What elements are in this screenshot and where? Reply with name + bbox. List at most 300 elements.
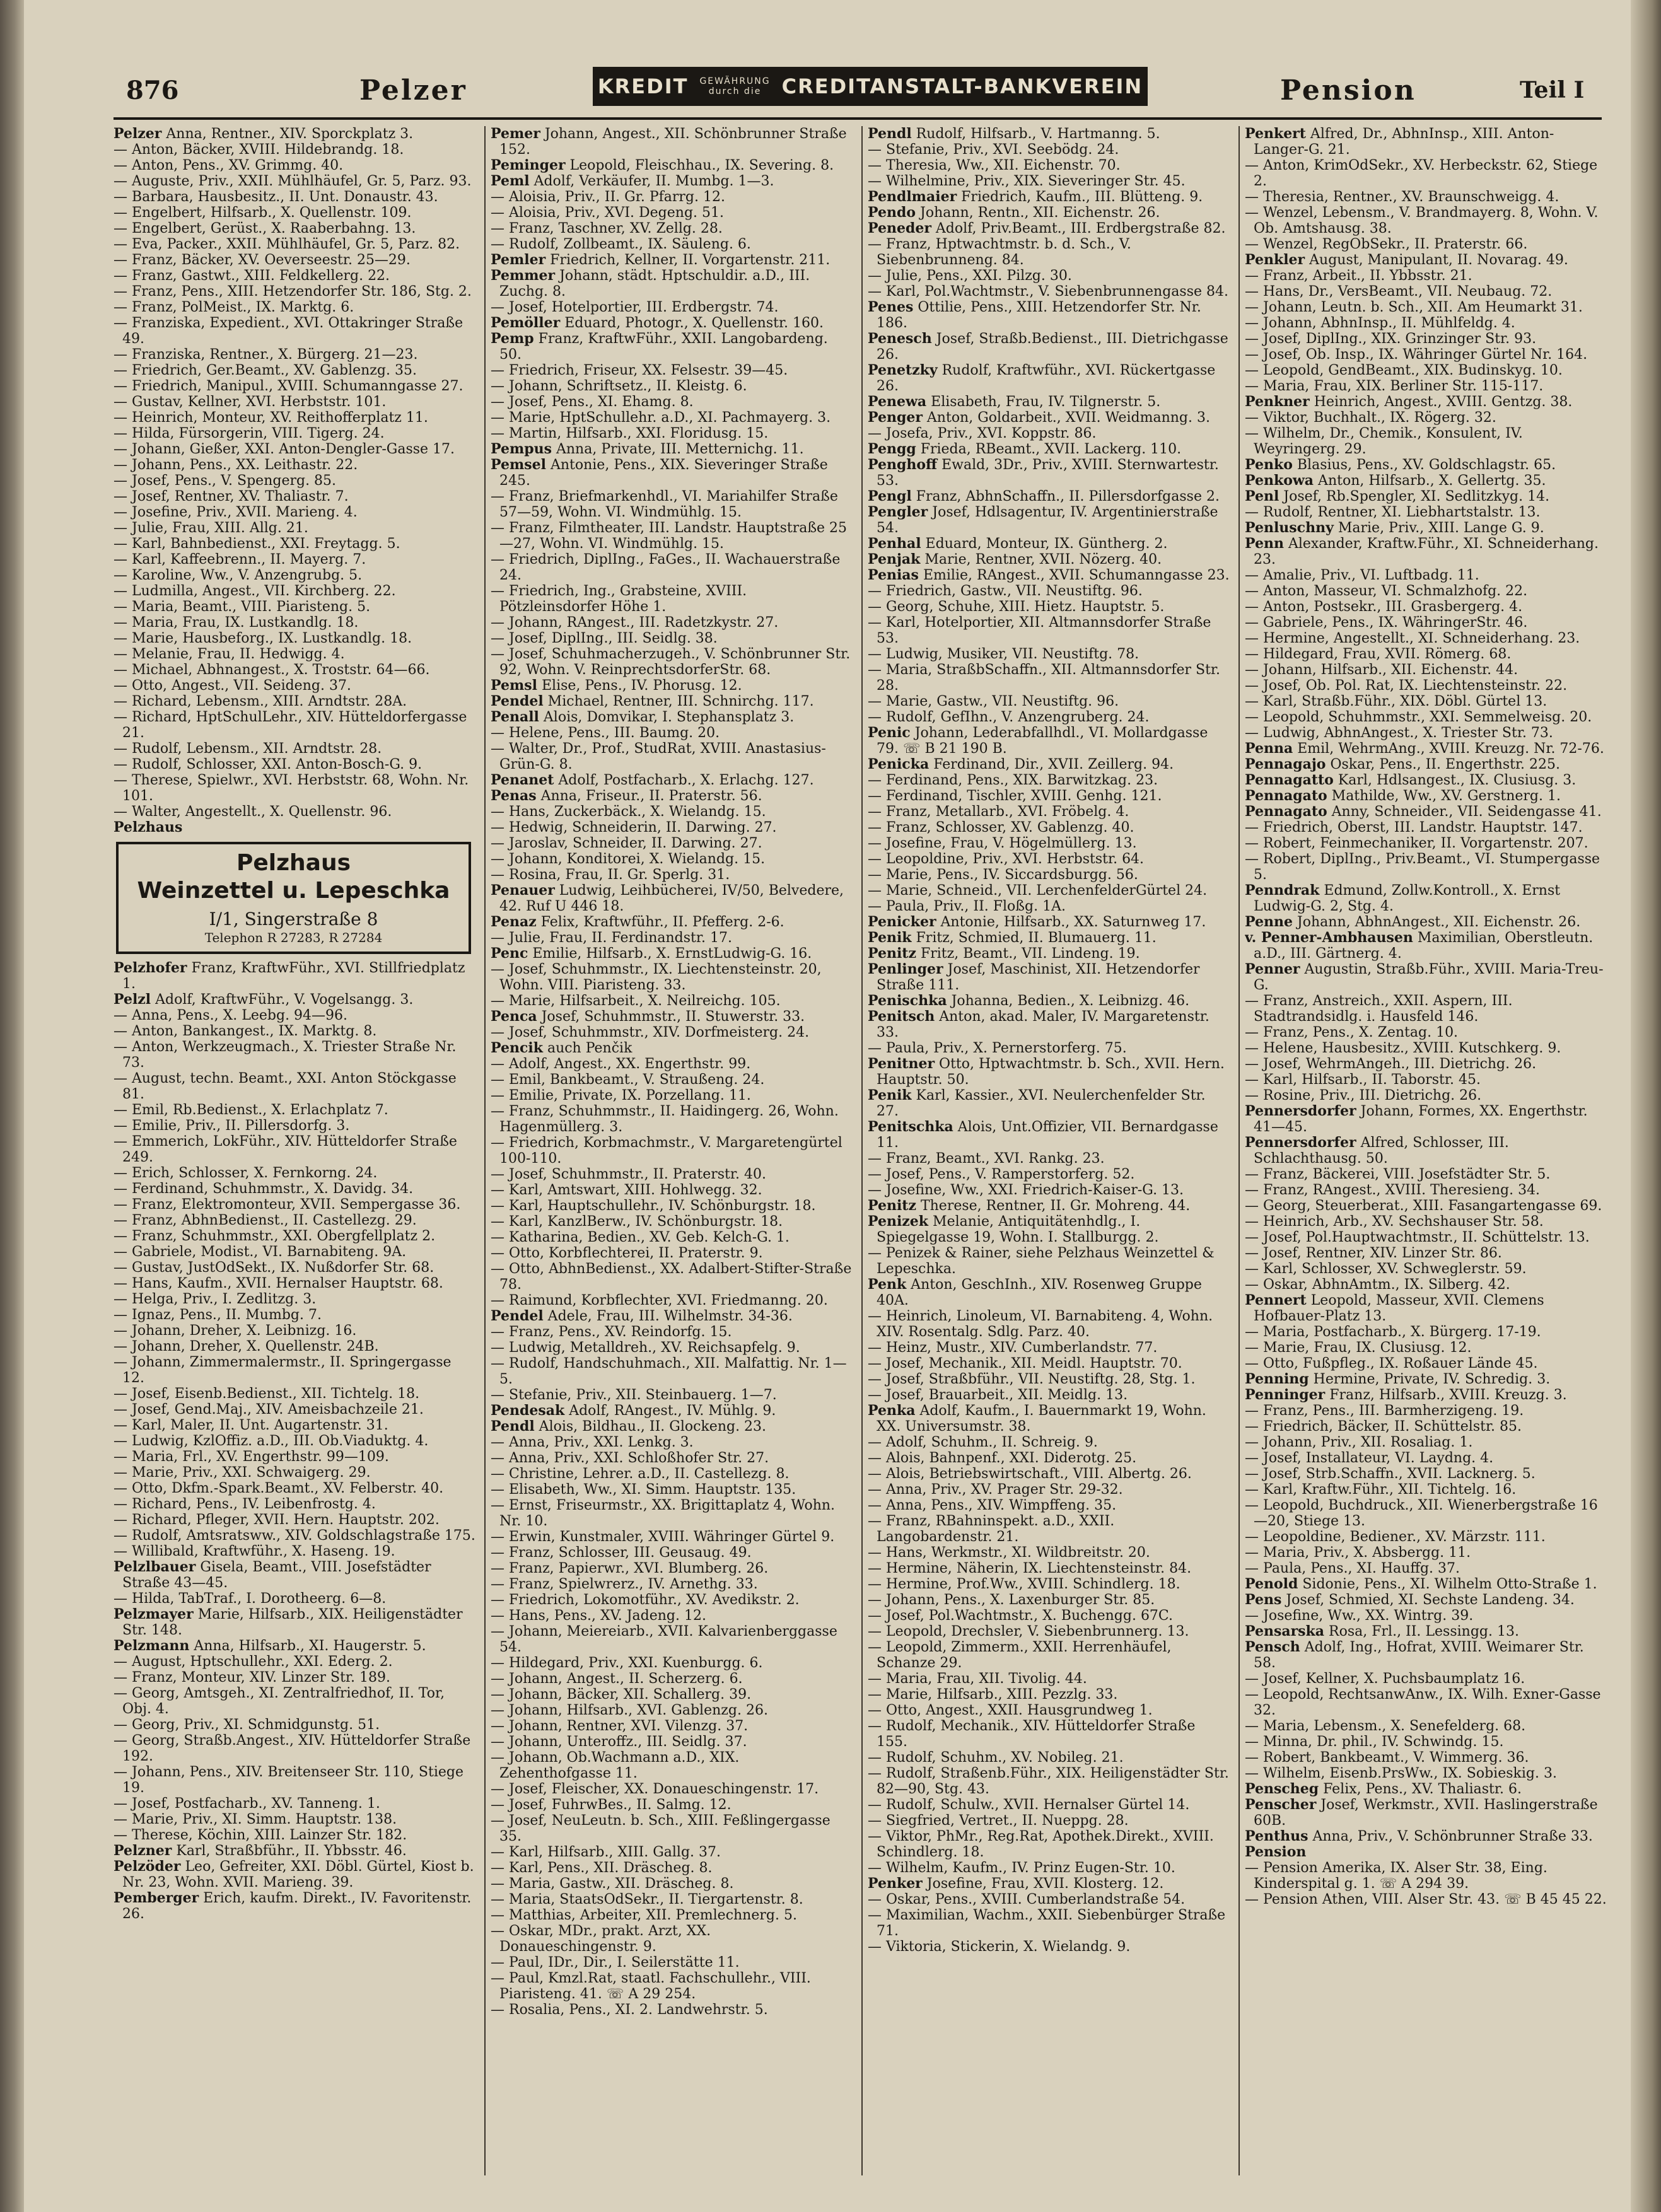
entry-text: Paul, Kmzl.Rat, staatl. Fachschullehr., VIII. Piaristeng. 41. ☏ A 29 254. [499,1970,811,2002]
entry-text: Josef, Hotelportier, III. Erdbergstr. 74. [509,300,779,315]
entry-text: Fritz, Beamt., VII. Lindeng. 19. [916,946,1140,962]
entry-text: Heinz, Mustr., XIV. Cumberlandstr. 77. [886,1340,1158,1356]
surname: Penndrak [1245,882,1320,899]
surname: Pennagajo [1245,756,1326,772]
entry-text: Hans, Dr., VersBeamt., VII. Neubaug. 72. [1263,284,1553,300]
directory-entry [868,221,1230,236]
entry-text: Josef, Schuhmmstr., IX. Liechtensteinstr. 20, Wohn. VIII. Piaristeng. 33. [499,962,822,993]
directory-entry [868,1182,1230,1198]
ad-line-3: I/1, Singerstraße 8 [209,909,378,929]
entry-text: Johann, Zimmermalermstr., II. Springergasse 12. [122,1354,452,1386]
directory-entry [114,1071,476,1102]
directory-entry [114,615,476,631]
surname: Penscher [1245,1796,1317,1813]
surname: Penko [1245,457,1293,473]
directory-entry [868,772,1230,788]
directory-entry [1245,741,1607,757]
directory-entry [491,1088,853,1103]
directory-entry [1245,694,1607,709]
entry-text: Josef, Rentner, XV. Thaliastr. 7. [132,489,349,504]
directory-entry [1245,1198,1607,1214]
entry-text: Johann, Rentn., XII. Eichenstr. 26. [916,205,1160,221]
entry-text: Karl, Pol.Wachtmstr., V. Siebenbrunnengasse 84. [886,284,1228,300]
entry-text: Anny, Schneider., VII. Seidengasse 41. [1327,804,1602,820]
entry-text: Rudolf, Mechanik., XIV. Hütteldorfer Straße 155. [877,1718,1196,1750]
entry-text: Raimund, Korbflechter, XVI. Friedmanng. 20. [509,1293,828,1308]
surname: Pengl [868,488,912,504]
directory-entry [114,1181,476,1197]
directory-entry [1245,1040,1607,1056]
surname: Pemsel [491,457,546,473]
entry-text: Felix, Pens., XV. Thaliastr. 6. [1319,1781,1522,1797]
entry-text: Josefine, Ww., XX. Wintrg. 39. [1263,1608,1474,1624]
entry-text: Therese, Spielwr., XVI. Herbststr. 68, Wohn. Nr. 101. [122,772,469,804]
entry-text: Josef, Eisenb.Bedienst., XII. Tichtelg. 18. [132,1386,420,1402]
directory-entry [491,1324,853,1340]
surname: Penitz [868,1197,916,1214]
directory-entry [868,441,1230,457]
directory-entry [114,599,476,615]
entry-text: Johann, Unteroffz., III. Seidlg. 37. [509,1734,747,1750]
directory-entry [868,1513,1230,1545]
entry-text: Josef, Schuhmmstr., II. Praterstr. 40. [509,1167,766,1182]
entry-text: Josef, Strb.Schaffn., XVII. Lacknerg. 5. [1263,1466,1536,1482]
entry-text: Franz, Elektromonteur, XVII. Sempergasse 36. [132,1197,461,1213]
entry-text: Franz, Briefmarkenhdl., VI. Mariahilfer Straße 57—59, Wohn. VI. Windmühlg. 15. [499,489,838,520]
directory-entry [491,678,853,694]
directory-entry [1245,189,1607,205]
directory-entry [1245,158,1607,189]
directory-entry [868,363,1230,394]
entry-text: Adolf, Ing., Hofrat, XVIII. Weimarer Str. 58. [1254,1639,1584,1671]
entry-text: Pension Athen, VIII. Alser Str. 43. ☏ B 45 45 22. [1263,1892,1607,1907]
left-keyword: Pelzer [359,74,467,107]
entry-text: Josef, FuhrwBes., II. Salmg. 12. [509,1797,731,1813]
column-divider [861,126,863,2175]
directory-entry [1245,568,1607,583]
entry-text: Rosina, Frau, II. Gr. Sperlg. 31. [509,867,730,883]
directory-entry [868,1876,1230,1892]
surname: Penka [868,1402,916,1419]
entry-text: Rudolf, Schuhm., XV. Nobileg. 21. [886,1750,1124,1766]
directory-entry [491,410,853,426]
entry-text: Franz, Schuhmmstr., II. Haidingerg. 26, Wohn. Hagenmüllerg. 3. [499,1103,839,1135]
entry-text: Stefanie, Priv., XVI. Seebödg. 24. [886,142,1119,158]
directory-entry [491,1261,853,1293]
directory-entry [1245,520,1607,536]
directory-entry [114,804,476,820]
directory-entry [491,788,853,804]
directory-entry [114,504,476,520]
directory-entry [1245,205,1607,236]
entry-text: Johann, Dreher, X. Leibnizg. 16. [132,1323,357,1339]
entry-text: Adolf, Angest., XX. Engerthstr. 99. [509,1056,751,1072]
banner-mid-line-1: GEWÄHRUNG [699,76,771,86]
directory-entry [868,1151,1230,1167]
entry-text: Franz, Schlosser, XV. Gablenzg. 40. [886,820,1134,835]
directory-entry [1245,394,1607,410]
directory-entry [491,1970,853,2002]
directory-entry [491,804,853,820]
directory-entry [114,1544,476,1559]
book-binding-shadow [0,0,24,2212]
directory-entry [114,1638,476,1654]
entry-text: Mathilde, Ww., XV. Gerstnerg. 1. [1327,788,1561,804]
surname: Penghoff [868,457,938,473]
entry-text: Paula, Priv., X. Pernerstorferg. 75. [886,1040,1127,1056]
entry-text: Franz, Monteur, XIV. Linzer Str. 189. [132,1670,390,1685]
entry-text: Hans, Zuckerbäck., X. Wielandg. 15. [509,804,766,820]
directory-entry [491,1907,853,1923]
directory-entry [491,2002,853,2018]
entry-text: Karl, Schlosser, XV. Schweglerstr. 59. [1263,1261,1527,1277]
directory-entry [868,1040,1230,1056]
directory-entry [114,1764,476,1796]
directory-entry [868,1687,1230,1703]
directory-entry [1245,1466,1607,1482]
entry-text: Anton, Bankangest., IX. Marktg. 8. [132,1023,377,1039]
directory-entry [114,1512,476,1528]
entry-text: Maria, Postfacharb., X. Bürgerg. 17-19. [1263,1324,1541,1340]
directory-entry [114,347,476,363]
directory-entry [1245,1403,1607,1419]
ad-line-2: Weinzettel u. Lepeschka [137,878,450,904]
surname: Penitschka [868,1119,953,1135]
directory-entry [114,173,476,189]
directory-entry [868,599,1230,615]
directory-entry [114,221,476,236]
directory-entry [114,757,476,772]
directory-entry [1245,1387,1607,1403]
entry-text: Franz, Beamt., XVI. Rankg. 23. [886,1151,1105,1167]
entry-text: Anton, Hilfsarb., X. Gellertg. 35. [1314,473,1546,489]
entry-text: Anna, Rentner., XIV. Sporckplatz 3. [161,126,414,142]
entry-text: Adolf, Priv.Beamt., III. Erdbergstraße 82. [931,221,1226,236]
entry-text: Leopold, Masseur, XVII. Clemens Hofbauer-Platz 13. [1254,1293,1544,1324]
directory-entry [868,1703,1230,1718]
entry-text: Rudolf, Schulw., XVII. Hernalser Gürtel 14. [886,1797,1190,1813]
directory-entry [114,1165,476,1181]
entry-text: Leopoldine, Priv., XVI. Herbststr. 64. [886,851,1145,867]
entry-text: Elisabeth, Frau, IV. Tilgnerstr. 5. [926,394,1161,410]
directory-entry [491,1797,853,1813]
directory-entry [868,1214,1230,1245]
directory-entry [114,1812,476,1827]
directory-entry [114,1134,476,1165]
entry-text: Maria, Frl., XV. Engerthstr. 99—109. [132,1449,389,1465]
entry-text: Maria, Lebensm., X. Senefelderg. 68. [1263,1718,1526,1734]
directory-entry [1245,1687,1607,1718]
entry-text: Oskar, Pens., XVIII. Cumberlandstraße 54. [886,1892,1186,1907]
entry-text: Marie, Hilfsarb., XIX. Heiligenstädter Str. 148. [122,1607,463,1638]
directory-entry [868,1624,1230,1639]
surname: Penik [868,1087,912,1103]
directory-entry [868,1592,1230,1608]
directory-entry [491,725,853,741]
surname: Pelzmann [114,1638,190,1654]
directory-entry [114,284,476,300]
entry-text: Georg, Steuerberat., XIII. Fasangartengasse 69. [1263,1198,1602,1214]
entry-text: Franz, AbhnSchaffn., II. Pillersdorfgasse 2. [911,489,1220,504]
directory-entry [491,189,853,205]
entry-text: Leopold, Schuhmmstr., XXI. Semmelweisg. 20. [1263,709,1592,725]
directory-entry [1245,804,1607,820]
directory-entry [868,1009,1230,1040]
entry-text: Heinrich, Angest., XVIII. Gentzg. 38. [1309,394,1573,410]
surname: Penitsch [868,1008,935,1025]
surname: Penthus [1245,1828,1308,1844]
directory-entry [491,930,853,946]
directory-entry [1245,1860,1607,1892]
directory-entry [1245,426,1607,457]
banner-left-text: KREDIT [597,74,689,98]
entry-text: Karl, Hauptschullehr., IV. Schönburgstr. 18. [509,1198,816,1214]
directory-entry [114,1843,476,1859]
entry-text: Leopold, GendBeamt., XIX. Budinskyg. 10. [1263,363,1563,378]
entry-text: Josefine, Priv., XVII. Marieng. 4. [132,504,358,520]
directory-entry [491,1718,853,1734]
directory-entry [1245,1545,1607,1561]
directory-entry [868,158,1230,173]
entry-text: Franz, Pens., III. Barmherzigeng. 19. [1263,1403,1524,1419]
directory-entry [114,1827,476,1843]
surname: Penk [868,1276,907,1293]
directory-entry [1245,1135,1607,1167]
entry-text: Friedrich, Bäcker, II. Schüttelstr. 85. [1263,1419,1522,1435]
entry-text: Blasius, Pens., XV. Goldschlagstr. 65. [1292,457,1556,473]
directory-entry [868,615,1230,646]
directory-entry [1245,1829,1607,1844]
directory-entry [1245,788,1607,804]
entry-text: Gabriele, Modist., VI. Barnabiteng. 9A. [132,1244,407,1260]
directory-entry [114,960,476,992]
entry-text: Anton, akad. Maler, IV. Margaretenstr. 33. [877,1009,1209,1040]
entry-text: Friedrich, Korbmachmstr., V. Margaretengürtel 100-110. [499,1135,842,1167]
entry-text: Rosalia, Pens., XI. 2. Landwehrstr. 5. [509,2002,768,2018]
directory-entry [868,568,1230,583]
entry-text: Anna, Pens., X. Leebg. 94—96. [132,1008,348,1023]
entry-text: Paula, Priv., II. Floßg. 1A. [886,899,1066,914]
surname: Pennagatto [1245,772,1334,788]
directory-entry [1245,1576,1607,1592]
entry-text: Karl, Kassier., XVI. Neulerchenfelder Str. 27. [877,1088,1206,1119]
directory-entry [868,1892,1230,1907]
directory-entry [868,662,1230,694]
directory-entry [1245,457,1607,473]
surname: Pennert [1245,1292,1307,1308]
entry-text: Ferdinand, Pens., XIX. Barwitzkag. 23. [886,772,1158,788]
entry-text: Robert, Bankbeamt., V. Wimmerg. 36. [1263,1750,1529,1766]
entry-text: Heinrich, Linoleum, VI. Barnabiteng. 4, Wohn. XIV. Rosentalg. Sdlg. Parz. 40. [877,1308,1213,1340]
entry-text: Marie, Priv., XIII. Lange G. 9. [1333,520,1544,536]
entry-text: Rudolf, Kraftwführ., XVI. Rückertgasse 26. [877,363,1216,394]
page-edge-shadow [1631,0,1661,2212]
entry-text: Emilie, Priv., II. Pillersdorfg. 3. [132,1118,350,1134]
entry-text: Johann, Dreher, X. Quellenstr. 24B. [132,1339,379,1354]
directory-entry [114,1118,476,1134]
directory-entry [868,867,1230,883]
directory-entry [1245,757,1607,772]
surname: Penluschny [1245,520,1334,536]
directory-entry [868,426,1230,441]
directory-entry [868,489,1230,504]
directory-entry [491,993,853,1009]
directory-entry [868,1766,1230,1797]
directory-entry [868,1371,1230,1387]
directory-entry [1245,252,1607,268]
directory-entry [1245,883,1607,914]
entry-text: Josef, Hdlsagentur, IV. Argentinierstraße 54. [877,504,1218,536]
directory-entry [114,1354,476,1386]
entry-text: Viktoria, Stickerin, X. Wielandg. 9. [886,1939,1131,1955]
directory-entry [114,410,476,426]
entry-text: Hermine, Angestellt., XI. Schneiderhang. 23. [1263,631,1580,646]
entry-text: Richard, Lebensm., XIII. Arndtstr. 28A. [132,694,407,709]
directory-entry [114,189,476,205]
directory-entry [868,331,1230,363]
entry-text: Auguste, Priv., XXII. Mühlhäufel, Gr. 5, Parz. 93. [132,173,472,189]
directory-entry [491,1576,853,1592]
directory-entry [868,536,1230,552]
directory-entry [491,962,853,993]
directory-entry [114,1417,476,1433]
surname: Penger [868,409,923,426]
directory-entry [1245,126,1607,158]
directory-entry [491,1230,853,1245]
entry-text: Leopoldine, Bediener., XV. Märzstr. 111. [1263,1529,1546,1545]
directory-entry [1245,473,1607,489]
surname: Penhal [868,535,921,552]
surname: Peneder [868,220,931,236]
entry-text: Antonie, Pens., XIX. Sieveringer Straße 245. [499,457,828,489]
surname: Pendlmaier [868,189,957,205]
surname: Pennersdorfer [1245,1134,1356,1151]
entry-text: Johann, Schriftsetz., II. Kleistg. 6. [509,378,747,394]
ad-line-1: Pelzhaus [236,850,351,876]
directory-entry [491,1592,853,1608]
directory-entry [114,992,476,1008]
directory-entry [868,1939,1230,1955]
pelzhaus-advertisement [116,842,471,954]
directory-entry [1245,347,1607,363]
entry-text: Marie, HptSchullehr. a.D., XI. Pachmayerg. 3. [509,410,831,426]
entry-text: Friedrich, Ing., Grabsteine, XVIII. Pötzleinsdorfer Höhe 1. [499,583,747,615]
directory-entry [868,1608,1230,1624]
directory-entry [491,1876,853,1892]
entry-text: Erich, kaufm. Direkt., IV. Favoritenstr. 26. [122,1890,472,1922]
entry-text: Oskar, AbhnAmtm., IX. Silberg. 42. [1263,1277,1510,1293]
surname: Pemmer [491,267,556,284]
entry-text: Josef, Pol.Wachtmstr., X. Buchengg. 67C. [886,1608,1173,1624]
entry-text: Johann, Pens., XIV. Breitenseer Str. 110, Stiege 19. [122,1764,463,1796]
entry-text: Edmund, Zollw.Kontroll., X. Ernst Ludwig-G. 2, Stg. 4. [1254,883,1561,914]
column-1 [114,126,476,2175]
directory-entry [868,1561,1230,1576]
surname: Penicka [868,756,930,772]
entry-text: Franz, Gastwt., XIII. Feldkellerg. 22. [132,268,390,284]
surname: Penjak [868,551,921,568]
entry-text: Maria, Frau, XII. Tivolig. 44. [886,1671,1087,1687]
surname: Pensarska [1245,1623,1325,1639]
directory-entry [491,1624,853,1655]
entry-text: Karl, Hilfsarb., II. Taborstr. 45. [1263,1072,1481,1088]
directory-entry [868,914,1230,930]
directory-entry [491,694,853,709]
entry-text: Paul, IDr., Dir., I. Seilerstätte 11. [509,1955,740,1970]
surname: Penall [491,709,539,725]
directory-entry [491,1781,853,1797]
column-2 [491,126,853,2175]
directory-entry [1245,1356,1607,1371]
entry-text: Karl, Bahnbedienst., XXI. Freytagg. 5. [132,536,400,552]
entry-text: Johann, Gießer, XXI. Anton-Dengler-Gasse 17. [132,441,455,457]
directory-entry [868,788,1230,804]
directory-entry [114,820,476,835]
entry-text: Otto, Dkfm.-Spark.Beamt., XV. Felberstr. 40. [132,1481,444,1496]
entry-text: Rosine, Priv., III. Dietrichg. 26. [1263,1088,1482,1103]
directory-entry [868,1056,1230,1088]
entry-text: Hildegard, Priv., XXI. Kuenburgg. 6. [509,1655,763,1671]
surname: Penicker [868,914,936,930]
entry-text: Ignaz, Pens., II. Mumbg. 7. [132,1307,322,1323]
entry-text: Theresia, Ww., XII. Eichenstr. 70. [886,158,1121,173]
surname: Penitz [868,945,916,962]
entry-text: Anna, Friseur., II. Praterstr. 56. [536,788,762,804]
directory-entry [1245,646,1607,662]
surname: Pendl [868,126,912,142]
entry-text: Alfred, Schlosser, III. Schlachthausg. 50. [1254,1135,1509,1167]
entry-text: Josef, Schmied, XI. Sechste Landeng. 34. [1281,1592,1575,1608]
entry-text: Otto, Angest., XXII. Hausgrundweg 1. [886,1703,1153,1718]
surname: Pendl [491,1418,535,1435]
directory-entry [1245,725,1607,741]
entry-text: Penizek & Rainer, siehe Pelzhaus Weinzettel & Lepeschka. [877,1245,1215,1277]
entry-text: Maria, Frau, IX. Lustkandlg. 18. [132,615,359,631]
entry-text: Ferdinand, Schuhmmstr., X. Davidg. 34. [132,1181,414,1197]
entry-text: Walter, Angestellt., X. Quellenstr. 96. [132,804,392,820]
directory-entry [868,1403,1230,1435]
entry-text: Karl, Kaffeebrenn., II. Mayerg. 7. [132,552,366,568]
entry-text: Ewald, 3Dr., Priv., XVIII. Sternwartestr. 53. [877,457,1219,489]
directory-entry [868,284,1230,300]
entry-text: Leopold, Fleischhau., IX. Severing. 8. [565,158,834,173]
directory-entry [1245,599,1607,615]
entry-text: Josefa, Priv., XVI. Koppstr. 86. [886,426,1097,441]
directory-entry [1245,1734,1607,1750]
directory-entry [1245,1103,1607,1135]
directory-entry [114,1796,476,1812]
entry-text: Pension Amerika, IX. Alser Str. 38, Eing. Kinderspital g. 1. ☏ A 294 39. [1254,1860,1547,1892]
entry-text: Anton, Goldarbeit., XVII. Weidmanng. 3. [922,410,1210,426]
directory-entry [491,394,853,410]
directory-entry [868,1119,1230,1151]
entry-text: Franz, Filmtheater, III. Landstr. Hauptstraße 25—27, Wohn. VI. Windmühlg. 15. [499,520,848,552]
entry-text: Antonie, Hilfsarb., XX. Saturnweg 17. [936,914,1206,930]
entry-text: Karl, Pens., XII. Dräscheg. 8. [509,1860,713,1876]
directory-entry [114,1591,476,1607]
entry-text: Gisela, Beamt., VIII. Josefstädter Straße 43—45. [122,1559,431,1591]
directory-entry [491,315,853,331]
entry-text: Viktor, PhMr., Reg.Rat, Apothek.Direkt., XVIII. Schindlerg. 18. [877,1829,1214,1860]
surname: Pelzer [114,126,162,142]
entry-text: Josef, Mechanik., XII. Meidl. Hauptstr. 70. [886,1356,1182,1371]
banner-mid-text [699,76,770,96]
surname: Peminger [491,157,566,173]
entry-text: Alois, Bildhau., II. Glockeng. 23. [534,1419,767,1435]
entry-text: Georg, Amtsgeh., XI. Zentralfriedhof, II. Tor, Obj. 4. [122,1685,445,1717]
directory-entry [868,883,1230,899]
entry-text: Walter, Dr., Prof., StudRat, XVIII. Anastasius-Grün-G. 8. [499,741,826,772]
